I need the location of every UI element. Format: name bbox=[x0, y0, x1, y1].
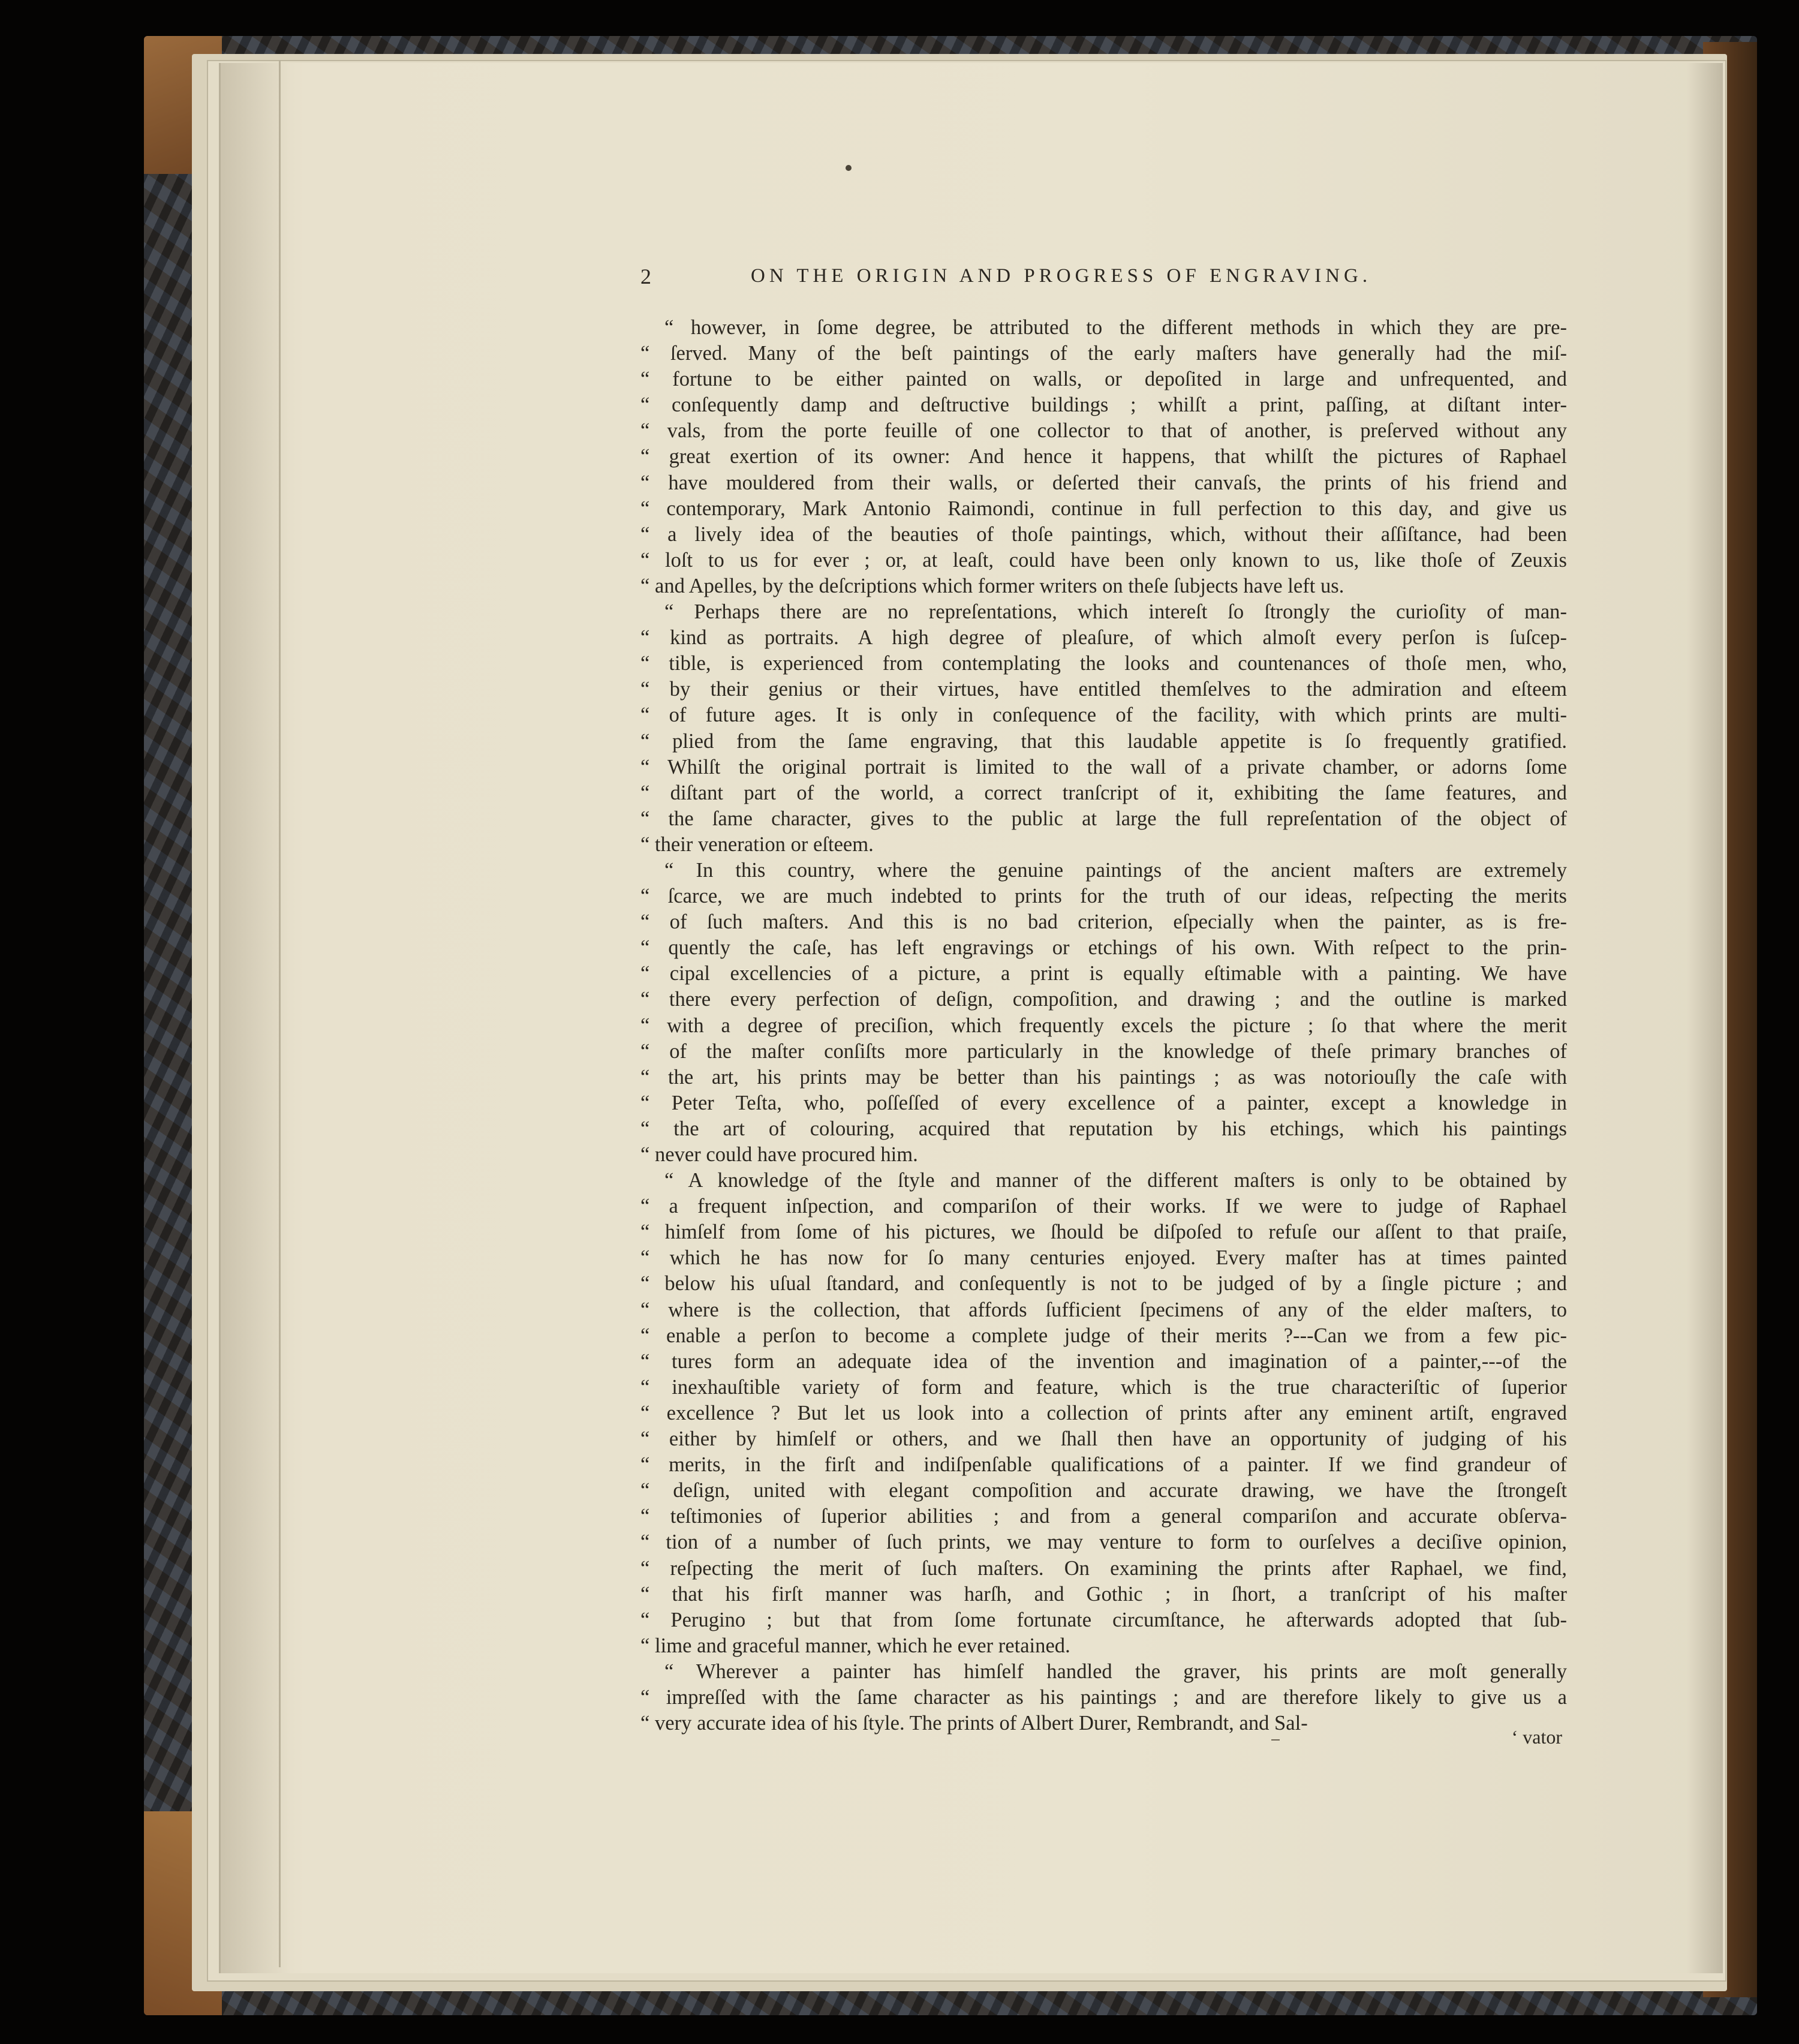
paragraph bbox=[640, 315, 1567, 599]
ink-spot bbox=[846, 165, 852, 171]
text-line: “ reſpecting the merit of ſuch maſters. On examining the prints after Raphael, we find, bbox=[640, 1556, 1567, 1580]
body-text bbox=[640, 315, 1567, 1736]
text-line: “ Perugino ; but that from ſome fortunate circumſtance, he afterwards adopted that ſub- bbox=[640, 1608, 1567, 1631]
text-line: “ the art of colouring, acquired that reputation by his etchings, which his paintings bbox=[640, 1117, 1567, 1140]
running-header bbox=[640, 264, 1573, 294]
text-line: “ tion of a number of ſuch prints, we may venture to form to ourſelves a deciſive opinion, bbox=[640, 1531, 1567, 1554]
text-line: “ excellence ? But let us look into a collection of prints after any eminent artiſt, engraved bbox=[640, 1401, 1567, 1424]
text-line: “ kind as portraits. A high degree of pleaſure, of which almoſt every perſon is ſuſcep- bbox=[640, 626, 1567, 650]
text-line: “ Perhaps there are no repreſentations, which intereſt ſo ſtrongly the curioſity of man- bbox=[664, 600, 1567, 624]
text-line: “ with a degree of preciſion, which frequently excels the picture ; ſo that where the merit bbox=[640, 1014, 1567, 1037]
text-line: “ have mouldered from their walls, or deſerted their canvaſs, the prints of his friend and bbox=[640, 471, 1567, 494]
text-line: “ quently the caſe, has left engravings or etchings of his own. With reſpect to the prin- bbox=[640, 936, 1567, 960]
text-line: “ ſcarce, we are much indebted to prints for the truth of our ideas, reſpecting the merits bbox=[640, 885, 1567, 908]
catchword: ‘ vator bbox=[1511, 1726, 1562, 1748]
text-line: “ contemporary, Mark Antonio Raimondi, continue in full perfection to this day, and give us bbox=[640, 497, 1567, 520]
text-line: “ a lively idea of the beauties of thoſe paintings, which, without their aſſiſtance, had been bbox=[640, 522, 1567, 546]
text-line: “ enable a perſon to become a complete judge of their merits ?---Can we from a few pic- bbox=[640, 1324, 1567, 1347]
text-line: “ A knowledge of the ſtyle and manner of the different maſters is only to be obtained by bbox=[664, 1169, 1567, 1192]
text-line: “ of future ages. It is only in conſequence of the facility, with which prints are multi- bbox=[640, 704, 1567, 727]
text-line: “ either by himſelf or others, and we ſhall then have an opportunity of judging of his bbox=[640, 1427, 1567, 1451]
text-line: “ the ſame character, gives to the public at large the full repreſentation of the object of bbox=[640, 807, 1567, 830]
running-title: ON THE ORIGIN AND PROGRESS OF ENGRAVING. bbox=[751, 265, 1372, 287]
text-line: “ vals, from the porte feuille of one collector to that of another, is preſerved without any bbox=[640, 419, 1567, 443]
paragraph bbox=[640, 599, 1567, 858]
text-line: “ great exertion of its owner: And hence it happens, that whilſt the pictures of Raphael bbox=[640, 445, 1567, 468]
text-line: “ impreſſed with the ſame character as his paintings ; and are therefore likely to give us a bbox=[640, 1685, 1567, 1709]
text-line: “ below his uſual ſtandard, and conſequently is not to be judged of by a ſingle picture ; and bbox=[640, 1272, 1567, 1295]
text-line: “ ſerved. Many of the beſt paintings of the early maſters have generally had the miſ- bbox=[640, 342, 1567, 365]
text-line: “ cipal excellencies of a picture, a print is equally eſtimable with a painting. We have bbox=[640, 962, 1567, 985]
text-line: “ where is the collection, that affords ſufficient ſpecimens of any of the elder maſters, to bbox=[640, 1298, 1567, 1321]
ink-mark bbox=[1271, 1739, 1280, 1741]
text-line: “ inexhauſtible variety of form and feature, which is the true characteriſtic of ſuperior bbox=[640, 1375, 1567, 1399]
text-line: “ teſtimonies of ſuperior abilities ; and from a general compariſon and accurate obſerva- bbox=[640, 1505, 1567, 1528]
text-line: “ plied from the ſame engraving, that this laudable appetite is ſo frequently gratified. bbox=[640, 729, 1567, 753]
text-line: “ of the maſter conſiſts more particularly in the knowledge of theſe primary branches of bbox=[640, 1039, 1567, 1063]
text-line: “ which he has now for ſo many centuries enjoyed. Every maſter has at times painted bbox=[640, 1246, 1567, 1270]
text-line: “ very accurate idea of his ſtyle. The prints of Albert Durer, Rembrandt, and Sal- bbox=[640, 1712, 1308, 1735]
text-line: “ conſequently damp and deſtructive buildings ; whilſt a print, paſſing, at diſtant inter- bbox=[640, 393, 1567, 417]
text-line: “ fortune to be either painted on walls, or depoſited in large and unfrequented, and bbox=[640, 368, 1567, 391]
text-line: “ Peter Teſta, who, poſſeſſed of every excellence of a painter, except a knowledge in bbox=[640, 1091, 1567, 1114]
text-line: “ In this country, where the genuine paintings of the ancient maſters are extremely bbox=[664, 858, 1567, 882]
paragraph bbox=[640, 858, 1567, 1168]
text-line: “ tures form an adequate idea of the invention and imagination of a painter,---of the bbox=[640, 1349, 1567, 1373]
text-line: “ loſt to us for ever ; or, at leaſt, could have been only known to us, like thoſe of Zeuxis bbox=[640, 548, 1567, 572]
page-number: 2 bbox=[640, 264, 651, 288]
text-line: “ a frequent inſpection, and compariſon of their works. If we were to judge of Raphael bbox=[640, 1195, 1567, 1218]
text-line: “ there every perfection of deſign, compoſition, and drawing ; and the outline is marked bbox=[640, 988, 1567, 1011]
text-line: “ and Apelles, by the deſcriptions which former writers on theſe ſubjects have left us. bbox=[640, 574, 1344, 597]
text-line: “ himſelf from ſome of his pictures, we ſhould be diſpoſed to refuſe our aſſent to that praiſe, bbox=[640, 1221, 1567, 1244]
text-line: “ merits, in the firſt and indiſpenſable qualifications of a painter. If we find grandeur of bbox=[640, 1453, 1567, 1477]
text-line: “ the art, his prints may be better than his paintings ; as was notoriouſly the caſe with bbox=[640, 1065, 1567, 1089]
text-line: “ Whilſt the original portrait is limited to the wall of a private chamber, or adorns ſome bbox=[640, 755, 1567, 778]
paragraph bbox=[640, 1168, 1567, 1659]
text-line: “ tible, is experienced from contemplating the looks and countenances of thoſe men, who, bbox=[640, 652, 1567, 675]
text-line: “ that his firſt manner was harſh, and Gothic ; in ſhort, a tranſcript of his maſter bbox=[640, 1582, 1567, 1606]
paragraph bbox=[640, 1659, 1567, 1736]
text-line: “ Wherever a painter has himſelf handled the graver, his prints are moſt generally bbox=[664, 1660, 1567, 1683]
text-line: “ of ſuch maſters. And this is no bad criterion, eſpecially when the painter, as is fre- bbox=[640, 910, 1567, 934]
text-line: “ by their genius or their virtues, have entitled themſelves to the admiration and eſteem bbox=[640, 678, 1567, 701]
page-fold-line bbox=[279, 60, 281, 1967]
text-line: “ deſign, united with elegant compoſition and accurate drawing, we have the ſtrongeſt bbox=[640, 1479, 1567, 1502]
text-line: “ their veneration or eſteem. bbox=[640, 832, 874, 856]
text-line: “ however, in ſome degree, be attributed to the different methods in which they are pre- bbox=[664, 316, 1567, 339]
text-line: “ diſtant part of the world, a correct tranſcript of it, exhibiting the ſame features, and bbox=[640, 781, 1567, 804]
text-line: “ never could have procured him. bbox=[640, 1143, 918, 1166]
text-line: “ lime and graceful manner, which he ever retained. bbox=[640, 1634, 1070, 1657]
